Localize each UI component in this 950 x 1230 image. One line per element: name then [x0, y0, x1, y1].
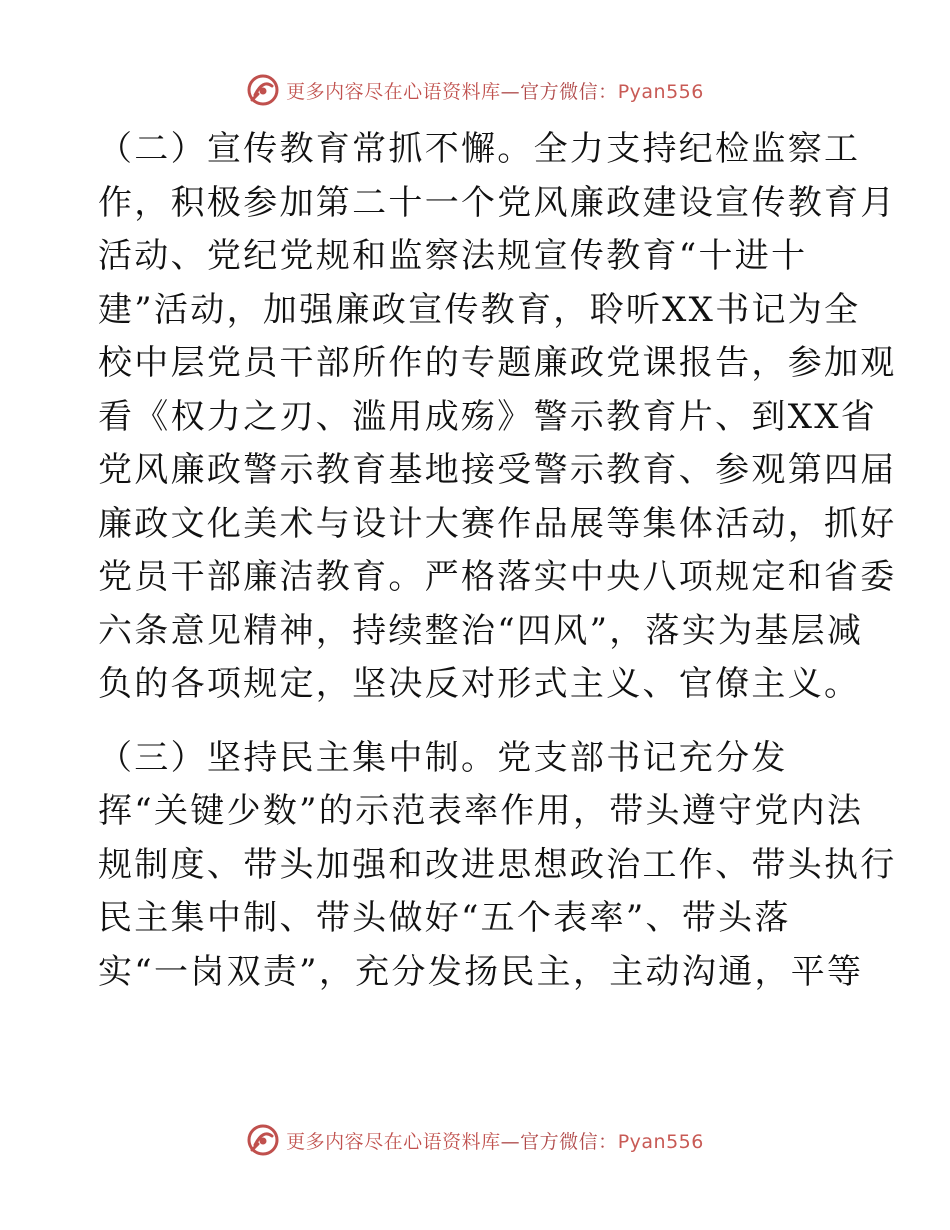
watermark-dash: —	[500, 1130, 521, 1153]
red-seal-logo-icon	[246, 73, 280, 107]
watermark-official-label: 官方微信：	[520, 80, 618, 103]
watermark-official-label: 官方微信：	[520, 1130, 618, 1153]
text-line: 六条意见精神，持续整治“四风”，落实为基层减	[98, 610, 864, 651]
watermark-dash: —	[500, 80, 521, 103]
text-line: 党员干部廉洁教育。严格落实中央八项规定和省委	[98, 557, 897, 597]
text-line: 民主集中制、带头做好“五个表率”、带头落	[98, 898, 791, 938]
red-seal-logo-icon	[246, 1123, 280, 1157]
paragraph-spacer	[98, 712, 858, 732]
watermark-handle: Pyan556	[617, 80, 704, 103]
header-watermark	[0, 70, 950, 110]
watermark-text	[286, 77, 704, 104]
text-line: 廉政文化美术与设计大赛作品展等集体活动，抓好	[98, 503, 897, 544]
watermark-handle: Pyan556	[617, 1130, 704, 1153]
text-line: 负的各项规定，坚决反对形式主义、官僚主义。	[98, 664, 861, 704]
document-body	[98, 123, 897, 999]
watermark-site: 更多内容尽在心语资料库	[286, 80, 501, 103]
footer-watermark	[0, 1120, 950, 1160]
text-line: 活动、党纪党规和监察法规宣传教育“十进十	[98, 236, 808, 276]
text-line: 实“一岗双责”，充分发扬民主，主动沟通，平等	[98, 951, 864, 992]
text-line: 看《权力之刃、滥用成殇》警示教育片、到XX省	[98, 396, 878, 437]
text-line: 规制度、带头加强和改进思想政治工作、带头执行	[98, 844, 897, 885]
text-line: （三）坚持民主集中制。党支部书记充分发	[98, 737, 788, 778]
text-line: （二）宣传教育常抓不懈。全力支持纪检监察工	[98, 129, 861, 169]
paragraph-democratic-centralism	[98, 732, 897, 1000]
watermark-site: 更多内容尽在心语资料库	[286, 1130, 501, 1153]
text-line: 校中层党员干部所作的专题廉政党课报告，参加观	[98, 343, 897, 383]
text-line: 作，积极参加第二十一个党风廉政建设宣传教育月	[98, 182, 897, 223]
watermark-text	[286, 1127, 704, 1154]
text-line: 党风廉政警示教育基地接受警示教育、参观第四届	[98, 450, 897, 490]
paragraph-publicity-education	[98, 123, 897, 712]
text-line: 建”活动，加强廉政宣传教育，聆听XX书记为全	[98, 289, 861, 330]
text-line: 挥“关键少数”的示范表率作用，带头遵守党内法	[98, 791, 864, 831]
